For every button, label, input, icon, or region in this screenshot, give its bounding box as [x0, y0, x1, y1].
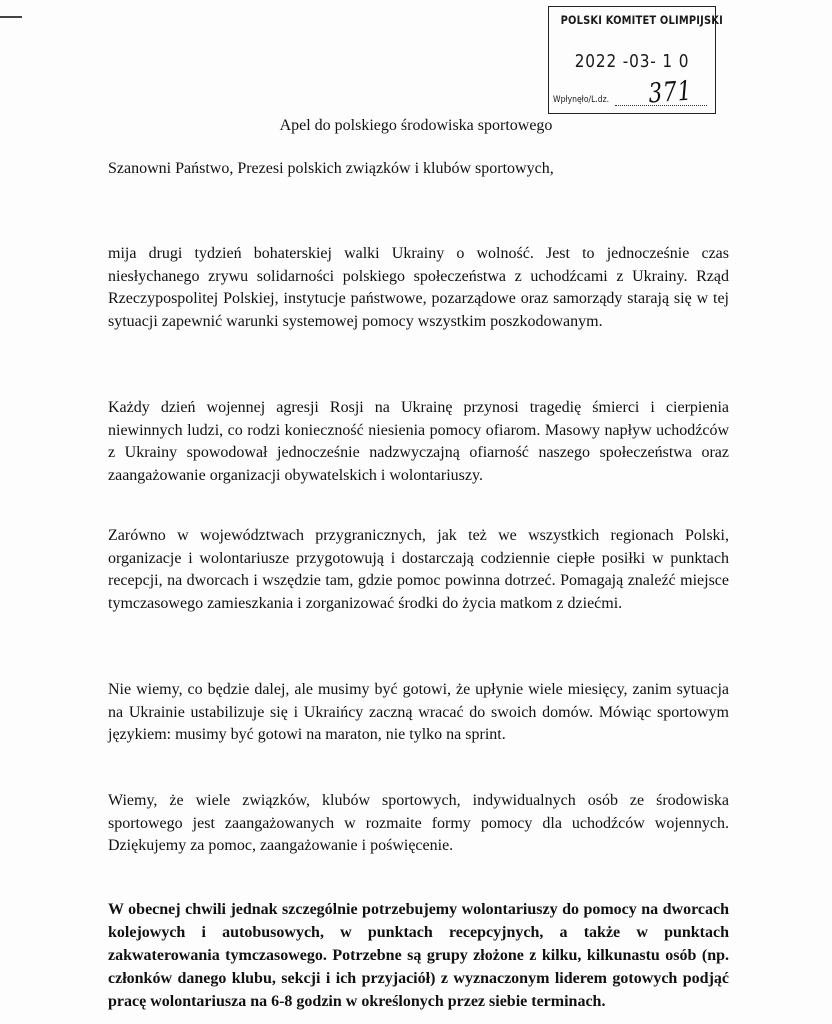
letter-paragraph: mija drugi tydzień bohaterskiej walki Ukrainy o wolność. Jest to jednocześnie czas niesłychanego zrywu solidarności polskiego społeczeństwa z uchodźcami z Ukrainy. Rząd Rzeczypospolitej Polskiej, instytucje państwowe, pozarządowe oraz samorządy starają się w tej sytuacji zapewnić warunki systemowej pomocy wszystkim poszkodowanym. — [108, 245, 729, 330]
stamp-date: 2022 -03- 1 0 — [574, 51, 690, 72]
letter-paragraph: Każdy dzień wojennej agresji Rosji na Ukrainę przynosi tragedię śmierci i cierpienia niewinnych ludzi, co rodzi konieczność niesienia pomocy ofiarom. Masowy napływ uchodźców z Ukrainy spowodował jednocześnie nadzwyczajną ofiarność naszego społeczeństwa oraz zaangażowanie organizacji obywatelskich i wolontariuszy. — [108, 399, 729, 484]
registration-stamp — [548, 6, 723, 114]
scan-corner-mark — [0, 16, 22, 18]
letter-title: Apel do polskiego środowiska sportowego — [279, 117, 553, 134]
letter-paragraph-emphasis: W obecnej chwili jednak szczególnie potrzebujemy wolontariuszy do pomocy na dworcach kolejowych i autobusowych, w punktach recepcyjnych, a także w punktach zakwaterowania tymczasowego. Potrzebne są grupy złożone z kilku, kilkunastu osób (np. członków danego klubu, sekcji i ich przyjaciół) z wyznaczonym liderem gotowych podjąć pracę wolontariusza na 6-8 godzin w określonych przez siebie terminach. — [108, 901, 729, 1010]
letter-paragraph: Nie wiemy, co będzie dalej, ale musimy być gotowi, że upłynie wiele miesięcy, zanim sytuacja na Ukrainie ustabilizuje się i Ukraińcy zaczną wracać do swoich domów. Mówiąc sportowym językiem: musimy być gotowi na maraton, nie tylko na sprint. — [108, 681, 729, 743]
stamp-registration-number: 371 — [647, 75, 694, 110]
stamp-organization: POLSKI KOMITET OLIMPIJSKI — [560, 13, 723, 27]
letter-paragraph: Zarówno w województwach przygranicznych, jak też we wszystkich regionach Polski, organizacje i wolontariusze przygotowują i dostarczają codziennie ciepłe posiłki w punktach recepcji, na dworcach i wszędzie tam, gdzie pomoc powinna dotrzeć. Pomagają znaleźć miejsce tymczasowego zamieszkania i zorganizować środki do życia matkom z dziećmi. — [108, 527, 729, 612]
stamp-registration-label: Wpłynęło/L.dz. — [553, 95, 610, 105]
letter-paragraph: Wiemy, że wiele związków, klubów sportowych, indywidualnych osób ze środowiska sportowego jest zaangażowanych w rozmaite formy pomocy dla uchodźców wojennych. Dziękujemy za pomoc, zaangażowanie i poświęcenie. — [108, 792, 729, 854]
letter-greeting: Szanowni Państwo, Prezesi polskich związków i klubów sportowych, — [108, 160, 554, 177]
